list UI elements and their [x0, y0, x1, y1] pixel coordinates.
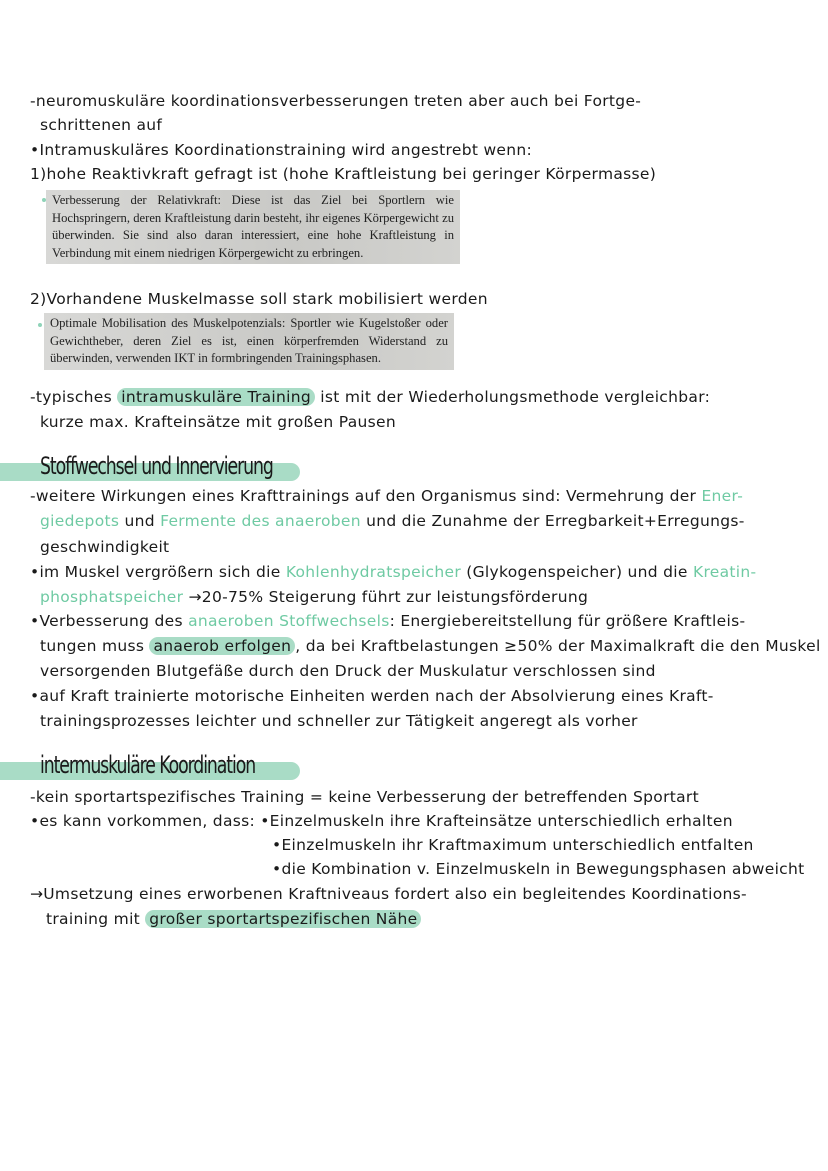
- text: 1)hohe Reaktivkraft gefragt ist (hohe Kraftleistung bei geringer Körpermasse): [30, 165, 657, 183]
- note-line: [30, 487, 743, 505]
- note-line: [40, 662, 656, 680]
- note-line: [272, 860, 805, 878]
- key-term: Ener-: [701, 487, 744, 505]
- text: schrittenen auf: [40, 116, 163, 134]
- heading-text: Stoffwechsel und Innervierung: [40, 452, 273, 480]
- note-line: [30, 812, 733, 830]
- heading-text: intermuskuläre Koordination: [40, 751, 256, 779]
- highlighted-text: großer sportartspezifischen Nähe: [145, 910, 421, 928]
- text: -neuromuskuläre koordinationsverbesserungen treten aber auch bei Fortge-: [30, 92, 642, 110]
- text: •Einzelmuskeln ihr Kraftmaximum unterschiedlich entfalten: [272, 836, 754, 854]
- textbook-quote-mobilisation: Optimale Mobilisation des Muskelpotenzials: Sportler wie Kugelstoßer oder Gewichtheber, deren Ziel es ist, einen körperfremden Widerstand zu überwinden, verwenden IKT in formbringenden Trainingsphasen.: [44, 313, 454, 370]
- note-line: [272, 836, 754, 854]
- note-line: [30, 92, 641, 110]
- key-term: Kohlenhydratspeicher: [285, 563, 461, 581]
- note-line: [40, 413, 396, 431]
- text: training mit: [46, 910, 146, 928]
- note-line: [40, 637, 821, 655]
- bullet-dot: [38, 323, 42, 327]
- note-line: [40, 512, 745, 530]
- text: •die Kombination v. Einzelmuskeln in Bewegungsphasen abweicht: [272, 860, 805, 878]
- text: : Energiebereitstellung für größere Kraftleis-: [389, 612, 746, 630]
- note-line: [30, 612, 745, 630]
- text: •es kann vorkommen, dass: •Einzelmuskeln ihre Krafteinsätze unterschiedlich erhalten: [30, 812, 733, 830]
- text: ist mit der Wiederholungsmethode vergleichbar:: [315, 388, 711, 406]
- text: -weitere Wirkungen eines Krafttrainings auf den Organismus sind: Vermehrung der: [30, 487, 702, 505]
- note-line: [30, 687, 714, 705]
- text: (Glykogenspeicher) und die: [461, 563, 693, 581]
- text: -kein sportartspezifisches Training = keine Verbesserung der betreffenden Sportart: [30, 788, 699, 806]
- text: und die Zunahme der Erregbarkeit+Erregungs-: [360, 512, 745, 530]
- text: •Intramuskuläres Koordinationstraining wird angestrebt wenn:: [30, 141, 533, 159]
- text: trainingsprozesses leichter und schneller zur Tätigkeit angeregt als vorher: [40, 712, 638, 730]
- text: , da bei Kraftbelastungen ≥50% der Maximalkraft die den Muskel: [295, 637, 821, 655]
- text: •Verbesserung des: [30, 612, 189, 630]
- text: und: [119, 512, 161, 530]
- note-line: [30, 788, 699, 806]
- text: →Umsetzung eines erworbenen Kraftniveaus fordert also ein begleitendes Koordinations-: [30, 885, 747, 903]
- note-line: [30, 885, 747, 903]
- text: -typisches: [30, 388, 118, 406]
- text: •im Muskel vergrößern sich die: [30, 563, 286, 581]
- key-term: Fermente des anaeroben: [160, 512, 361, 530]
- note-line: [40, 116, 162, 134]
- note-line: [30, 388, 710, 406]
- text: versorgenden Blutgefäße durch den Druck der Muskulatur verschlossen sind: [40, 662, 656, 680]
- note-line-mobilisation: 2)Vorhandene Muskelmasse soll stark mobilisiert werden: [30, 290, 488, 308]
- note-line: [30, 165, 656, 183]
- note-line: [30, 563, 756, 581]
- highlighted-text: anaerob erfolgen: [149, 637, 295, 655]
- text: •auf Kraft trainierte motorische Einheiten werden nach der Absolvierung eines Kraft-: [30, 687, 714, 705]
- note-line: [40, 712, 638, 730]
- highlighted-text: intramuskuläre Training: [117, 388, 315, 406]
- note-line: [40, 588, 588, 606]
- key-term: anaeroben Stoffwechsels: [188, 612, 390, 630]
- note-line: [40, 538, 169, 556]
- note-line: [46, 910, 421, 928]
- key-term: Kreatin-: [692, 563, 757, 581]
- key-term: phosphatspeicher: [40, 588, 184, 606]
- key-term: giedepots: [40, 512, 120, 530]
- text: kurze max. Krafteinsätze mit großen Pausen: [40, 413, 396, 431]
- text: tungen muss: [40, 637, 150, 655]
- text: geschwindigkeit: [40, 538, 170, 556]
- note-line: [30, 141, 532, 159]
- text: →20-75% Steigerung führt zur leistungsförderung: [183, 588, 589, 606]
- textbook-quote-relativkraft: Verbesserung der Relativkraft: Diese ist das Ziel bei Sportlern wie Hochspringern, deren Kraftleistung darin besteht, ihr eigenes Körpergewicht zu überwinden. Sie sind also daran interessiert, eine hohe Kraftleistung in Verbindung mit einem niedrigen Körpergewicht zu erbringen.: [46, 190, 460, 264]
